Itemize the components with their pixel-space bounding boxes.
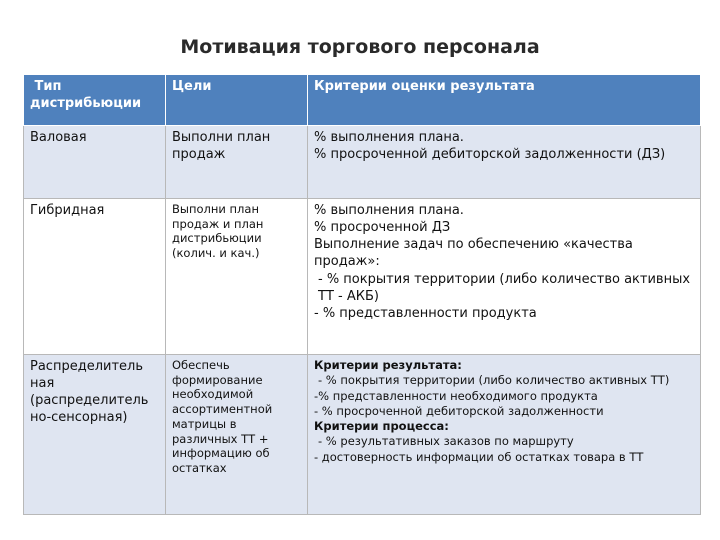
criteria-line: % просроченной дебиторской задолженности (ДЗ) <box>314 147 666 163</box>
criteria-line: Выполнение задач по обеспечению «качества продаж»: <box>314 237 633 270</box>
header-goals: Цели <box>166 75 308 126</box>
header-type <box>24 75 166 126</box>
cell-type: Распределитель ная (распределитель но-сенсорная) <box>24 355 166 515</box>
criteria-line: % выполнения плана. <box>314 203 464 218</box>
criteria-process-heading: Критерии процесса: <box>314 419 449 434</box>
page-title: Мотивация торгового персонала <box>180 36 540 58</box>
criteria-line: - % покрытия территории (либо количество активных ТТ - АКБ) <box>318 271 691 304</box>
criteria-line: -% представленности необходимого продукта <box>314 388 598 403</box>
criteria-result-heading: Критерии результата: <box>314 358 462 372</box>
table-header-row <box>24 75 701 126</box>
header-type-line1: Тип <box>30 79 62 94</box>
cell-type: Валовая <box>24 126 166 199</box>
motivation-table <box>23 74 701 515</box>
table-row <box>24 126 701 199</box>
criteria-line: % просроченной ДЗ <box>314 220 451 236</box>
cell-goals: Обеспечь формирование необходимой ассортиментной матрицы в различных ТТ + информацию об остатках <box>166 355 308 515</box>
cell-type: Гибридная <box>24 199 166 355</box>
table-row <box>24 199 701 355</box>
table-row <box>24 355 701 515</box>
cell-criteria <box>308 126 701 199</box>
criteria-line: - % покрытия территории (либо количество активных ТТ) <box>318 373 670 388</box>
criteria-line: - % представленности продукта <box>314 305 537 321</box>
cell-criteria <box>308 199 701 355</box>
criteria-line: - % просроченной дебиторской задолженности <box>314 403 604 418</box>
cell-criteria <box>308 355 701 515</box>
header-criteria: Критерии оценки результата <box>308 75 701 126</box>
cell-goals: Выполни план продаж и план дистрибьюции (колич. и кач.) <box>166 199 308 355</box>
criteria-line: % выполнения плана. <box>314 130 464 145</box>
header-type-line2: дистрибьюции <box>30 96 142 112</box>
cell-goals: Выполни план продаж <box>166 126 308 199</box>
criteria-line: - % результативных заказов по маршруту <box>318 434 574 449</box>
criteria-line: - достоверность информации об остатках товара в ТТ <box>314 449 644 464</box>
